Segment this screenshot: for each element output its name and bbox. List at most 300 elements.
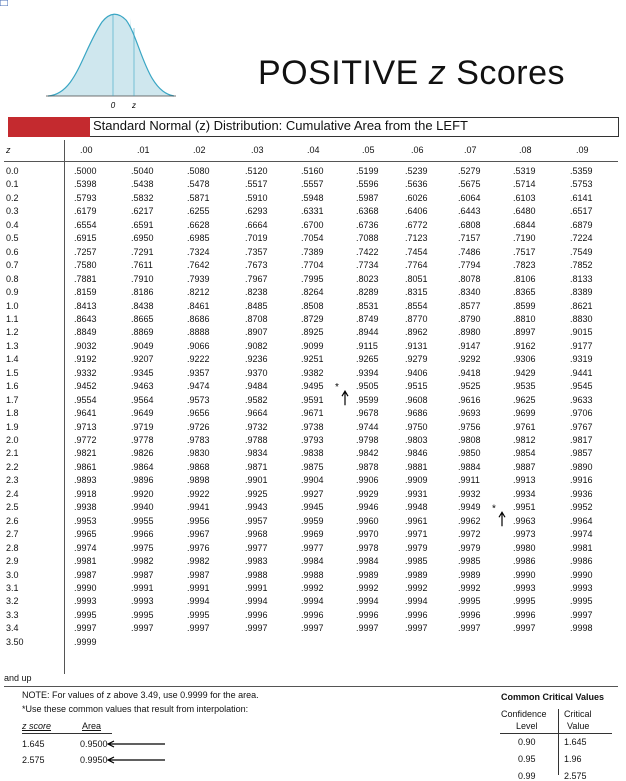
- area-value: .5279: [458, 166, 481, 176]
- area-value: .9015: [570, 327, 593, 338]
- area-value: .9941: [187, 502, 210, 513]
- z-value: 3.2: [6, 596, 19, 607]
- area-value: .9236: [245, 354, 268, 365]
- area-value: .5832: [131, 192, 154, 203]
- area-value: .9997: [301, 623, 324, 634]
- area-value: .5714: [513, 179, 536, 190]
- z-value: 0.1: [6, 179, 19, 190]
- area-value: .8599: [513, 300, 536, 311]
- area-value: .9997: [405, 623, 428, 634]
- area-value: .9983: [245, 556, 268, 567]
- z-value: 0.2: [6, 192, 19, 203]
- area-value: .7291: [131, 246, 154, 257]
- area-value: .9984: [356, 556, 379, 567]
- table-row: [4, 260, 618, 272]
- area-value: .7642: [187, 260, 210, 271]
- area-value: .9988: [245, 569, 268, 580]
- table-row: [4, 462, 618, 474]
- column-header: .05: [362, 145, 375, 155]
- area-value: .9251: [301, 354, 324, 365]
- area-value: .8749: [356, 313, 379, 324]
- area-value: .9974: [74, 542, 97, 553]
- area-value: .5120: [245, 166, 268, 176]
- z-value: 1.4: [6, 354, 19, 365]
- table-row: [4, 583, 618, 595]
- table-row: [4, 368, 618, 380]
- area-value: .9222: [187, 354, 210, 365]
- z-value: 2.3: [6, 475, 19, 486]
- area-value: .9986: [513, 556, 536, 567]
- table-row: [4, 408, 618, 420]
- z-value: 2.0: [6, 435, 19, 445]
- table-bottom-divider: [4, 686, 618, 687]
- area-value: .5080: [187, 166, 210, 176]
- area-value: .6217: [131, 206, 154, 217]
- area-value: .9957: [245, 515, 268, 526]
- z-value: 0.6: [6, 246, 19, 257]
- column-header: .00: [80, 145, 93, 155]
- area-value: .9382: [301, 367, 324, 378]
- area-value: .9406: [405, 367, 428, 378]
- area-value: .9564: [131, 394, 154, 405]
- area-value: .9082: [245, 340, 268, 351]
- area-value: .8365: [513, 287, 536, 298]
- area-value: .6772: [405, 219, 428, 230]
- header-divider: [4, 161, 618, 162]
- area-value: .6406: [405, 206, 428, 217]
- area-value: .9842: [356, 448, 379, 459]
- area-value: .9778: [131, 435, 154, 445]
- area-value: .8770: [405, 313, 428, 324]
- area-value: .9918: [74, 488, 97, 499]
- area-value: .9994: [301, 596, 324, 607]
- area-value: .6736: [356, 219, 379, 230]
- column-header: .01: [137, 145, 150, 155]
- area-value: .9927: [301, 488, 324, 499]
- area-value: .9732: [245, 421, 268, 432]
- area-value: .9616: [458, 394, 481, 405]
- area-value: .9997: [245, 623, 268, 634]
- area-value: .9987: [187, 569, 210, 580]
- area-value: .5948: [301, 192, 324, 203]
- area-value: .9995: [74, 609, 97, 620]
- area-value: .9940: [131, 502, 154, 513]
- area-value: .9985: [405, 556, 428, 567]
- table-row: [4, 556, 618, 568]
- area-value: .8023: [356, 273, 379, 284]
- area-value: .9990: [513, 569, 536, 580]
- z-value: 1.5: [6, 367, 19, 378]
- table-row: [4, 274, 618, 286]
- area-value: .8051: [405, 273, 428, 284]
- area-value: .9999: [74, 636, 97, 647]
- area-value: .6879: [570, 219, 593, 230]
- area-value: .9798: [356, 435, 379, 445]
- area-value: .5517: [245, 179, 268, 190]
- area-value: .9961: [405, 515, 428, 526]
- area-value: .9838: [301, 448, 324, 459]
- area-value: .9719: [131, 421, 154, 432]
- area-value: .8508: [301, 300, 324, 311]
- area-value: .6179: [74, 206, 97, 217]
- area-value: .8461: [187, 300, 210, 311]
- area-value: .6064: [458, 192, 481, 203]
- area-value: .9989: [356, 569, 379, 580]
- area-value: .7794: [458, 260, 481, 271]
- critical-header: Critical: [564, 709, 592, 719]
- area-value: .9625: [513, 394, 536, 405]
- area-value: .9989: [458, 569, 481, 580]
- area-value: .9992: [458, 582, 481, 593]
- table-row: [4, 179, 618, 191]
- area-value: .9265: [356, 354, 379, 365]
- area-value: .9177: [570, 340, 593, 351]
- area-value: .9898: [187, 475, 210, 486]
- area-value: .9332: [74, 367, 97, 378]
- area-value: .9744: [356, 421, 379, 432]
- area-value: .9192: [74, 354, 97, 365]
- table-row-last: [4, 637, 618, 649]
- area-value: .9969: [301, 529, 324, 540]
- area-value: .9977: [245, 542, 268, 553]
- area-value: .8810: [513, 313, 536, 324]
- area-value: .7054: [301, 233, 324, 244]
- table-row: [4, 435, 618, 447]
- area-value: .7580: [74, 260, 97, 271]
- area-value: .9976: [187, 542, 210, 553]
- area-value: .6700: [301, 219, 324, 230]
- column-header: .08: [519, 145, 532, 155]
- area-value: .8925: [301, 327, 324, 338]
- area-value: .9887: [513, 461, 536, 472]
- area-value: .6950: [131, 233, 154, 244]
- area-value: .9997: [356, 623, 379, 634]
- area-value: .7967: [245, 273, 268, 284]
- area-value: .8888: [187, 327, 210, 338]
- critical-values-title: Common Critical Values: [501, 692, 605, 702]
- area-value: .6368: [356, 206, 379, 217]
- area-value: .7157: [458, 233, 481, 244]
- z-value: 0.9: [6, 287, 19, 298]
- area-value: .9994: [245, 596, 268, 607]
- area-value: .9896: [131, 475, 154, 486]
- area-value: .9032: [74, 340, 97, 351]
- page-title: POSITIVE z Scores: [258, 54, 566, 92]
- area-value: .9929: [356, 488, 379, 499]
- area-value: .8389: [570, 287, 593, 298]
- interpolation-header-divider: [22, 733, 112, 734]
- area-value: .7673: [245, 260, 268, 271]
- z-value: 0.7: [6, 260, 19, 271]
- area-value: .9066: [187, 340, 210, 351]
- area-value: .7517: [513, 246, 536, 257]
- z-value: 1.0: [6, 300, 19, 311]
- area-value: .6293: [245, 206, 268, 217]
- area-value: .9686: [405, 408, 428, 419]
- area-value: .8729: [301, 313, 324, 324]
- area-value: .5199: [356, 166, 379, 176]
- table-row: [4, 395, 618, 407]
- area-value: .9996: [301, 609, 324, 620]
- area-value: .9207: [131, 354, 154, 365]
- area-value: .9345: [131, 367, 154, 378]
- asterisk-mark: *: [335, 382, 339, 394]
- area-value: .5675: [458, 179, 481, 190]
- table-row: [4, 610, 618, 622]
- area-value: .9147: [458, 340, 481, 351]
- note-above-349: NOTE: For values of z above 3.49, use 0.9999 for the area.: [22, 690, 259, 700]
- z-value: 3.1: [6, 582, 19, 593]
- area-value: .9370: [245, 367, 268, 378]
- z-value: 1.8: [6, 408, 19, 419]
- area-value: .9099: [301, 340, 324, 351]
- area-value: .9893: [74, 475, 97, 486]
- area-value: .5478: [187, 179, 210, 190]
- area-value: .9678: [356, 408, 379, 419]
- area-value: .7324: [187, 246, 210, 257]
- area-value: .9911: [458, 475, 480, 486]
- area-value: .9306: [513, 354, 536, 365]
- area-value: .8849: [74, 327, 97, 338]
- area-value: .6915: [74, 233, 97, 244]
- table-row: [4, 301, 618, 313]
- area-value: .9949: [458, 502, 481, 513]
- area-value: .9996: [458, 609, 481, 620]
- area-value: .9591: [301, 394, 324, 405]
- area-value: .9878: [356, 461, 379, 472]
- area-value: .9834: [245, 448, 268, 459]
- z-value: 3.50: [6, 636, 24, 647]
- area-value: .9916: [570, 475, 593, 486]
- area-value: .9994: [187, 596, 210, 607]
- area-value: .9656: [187, 408, 210, 419]
- z-value: 2.8: [6, 542, 19, 553]
- area-value: .9996: [356, 609, 379, 620]
- area-value: .9901: [245, 475, 268, 486]
- table-row: [4, 489, 618, 501]
- area-value: .9279: [405, 354, 428, 365]
- area-value: .5636: [405, 179, 428, 190]
- table-row: [4, 287, 618, 299]
- area-value: .8790: [458, 313, 481, 324]
- area-value: .9997: [513, 623, 536, 634]
- table-row: [4, 193, 618, 205]
- column-header: .02: [193, 145, 206, 155]
- area-value: .6141: [570, 192, 593, 203]
- area-value: .9906: [356, 475, 379, 486]
- area-value: .9993: [74, 596, 97, 607]
- area-value: .8438: [131, 300, 154, 311]
- area-value: .9948: [405, 502, 428, 513]
- critical-values-header-line: [500, 733, 612, 734]
- area-value: .9974: [570, 529, 593, 540]
- area-value: .8238: [245, 287, 268, 298]
- area-value: .9960: [356, 515, 379, 526]
- area-value: .8944: [356, 327, 379, 338]
- area-value: .9965: [74, 529, 97, 540]
- area-value: .8531: [356, 300, 379, 311]
- area-value: .9495: [301, 381, 324, 392]
- area-value: .9049: [131, 340, 154, 351]
- area-value: .9808: [458, 435, 481, 445]
- z-value: 1.6: [6, 381, 19, 392]
- area-value: .8554: [405, 300, 428, 311]
- area-value: .9871: [245, 461, 268, 472]
- z-value: 2.5: [6, 502, 19, 513]
- area-value: .9997: [74, 623, 97, 634]
- area-value: .9970: [356, 529, 379, 540]
- area-value: .5596: [356, 179, 379, 190]
- z-value: 2.1: [6, 448, 19, 459]
- area-value: .8264: [301, 287, 324, 298]
- area-value: .9951: [513, 502, 536, 513]
- area-value: .9803: [405, 435, 428, 445]
- area-value: .6331: [301, 206, 324, 217]
- note-interpolation: *Use these common values that result from interpolation:: [22, 704, 249, 714]
- column-header: .07: [464, 145, 477, 155]
- table-row: [4, 314, 618, 326]
- area-value: .9573: [187, 394, 210, 405]
- area-value: .9505: [356, 381, 379, 392]
- critical-header: Confidence: [501, 709, 547, 719]
- area-value: .9990: [570, 569, 593, 580]
- area-value: .9868: [187, 461, 210, 472]
- area-value: .9997: [187, 623, 210, 634]
- area-value: .9861: [74, 461, 97, 472]
- area-value: .9971: [405, 529, 428, 540]
- interp-area: 0.9500: [80, 739, 108, 749]
- area-value: .9582: [245, 394, 268, 405]
- area-value: .9984: [301, 556, 324, 567]
- z-value: 1.3: [6, 340, 19, 351]
- area-value: .7611: [131, 260, 153, 271]
- area-value: .9998: [570, 623, 593, 634]
- table-title: Standard Normal (z) Distribution: Cumulative Area from the LEFT: [93, 118, 468, 133]
- area-value: .5557: [301, 179, 324, 190]
- area-value: .9987: [74, 569, 97, 580]
- area-value: .9979: [458, 542, 481, 553]
- area-value: .9641: [74, 408, 97, 419]
- area-value: .9994: [356, 596, 379, 607]
- critical-values-divider: [558, 709, 559, 775]
- z-value: 0.3: [6, 206, 19, 217]
- area-value: .9726: [187, 421, 210, 432]
- area-value: .9997: [570, 609, 593, 620]
- area-value: .9945: [301, 502, 324, 513]
- area-value: .6844: [513, 219, 536, 230]
- area-value: .9966: [131, 529, 154, 540]
- area-value: .9990: [74, 582, 97, 593]
- z-value: 0.0: [6, 166, 19, 176]
- area-value: .9884: [458, 461, 481, 472]
- area-value: .8413: [74, 300, 97, 311]
- area-value: .9767: [570, 421, 593, 432]
- area-value: .5040: [131, 166, 154, 176]
- table-row: [4, 475, 618, 487]
- area-value: .9854: [513, 448, 536, 459]
- area-value: .8643: [74, 313, 97, 324]
- area-value: .7422: [356, 246, 379, 257]
- area-value: .9996: [405, 609, 428, 620]
- area-value: .9131: [405, 340, 428, 351]
- z-value: 1.2: [6, 327, 19, 338]
- area-value: .5910: [245, 192, 268, 203]
- area-value: .9985: [458, 556, 481, 567]
- area-value: .9982: [187, 556, 210, 567]
- area-value: .9864: [131, 461, 154, 472]
- area-value: .8708: [245, 313, 268, 324]
- area-value: .9319: [570, 354, 593, 365]
- area-value: .9993: [513, 582, 536, 593]
- z-value: 2.2: [6, 461, 19, 472]
- area-value: .9913: [513, 475, 536, 486]
- column-header-z: z: [6, 145, 11, 155]
- area-value: .9909: [405, 475, 428, 486]
- area-value: .9991: [245, 582, 268, 593]
- table-row: [4, 341, 618, 353]
- area-value: .9952: [570, 502, 593, 513]
- table-row: [4, 502, 618, 514]
- z-value: 0.8: [6, 273, 19, 284]
- area-value: .8106: [513, 273, 536, 284]
- area-value: .7910: [131, 273, 154, 284]
- area-value: .9959: [301, 515, 324, 526]
- table-row: [4, 166, 618, 178]
- area-value: .7995: [301, 273, 324, 284]
- area-value: .9994: [405, 596, 428, 607]
- area-value: .9978: [356, 542, 379, 553]
- area-value: .6808: [458, 219, 481, 230]
- left-arrow-icon: [108, 741, 165, 747]
- area-value: .9890: [570, 461, 593, 472]
- area-value: .9793: [301, 435, 324, 445]
- area-value: .7123: [405, 233, 428, 244]
- area-value: .5753: [570, 179, 593, 190]
- area-value: .9812: [513, 435, 536, 445]
- area-value: .9986: [570, 556, 593, 567]
- area-value: .9649: [131, 408, 154, 419]
- area-value: .9981: [74, 556, 97, 567]
- column-header: .06: [411, 145, 424, 155]
- area-value: .9599: [356, 394, 379, 405]
- area-value: .5793: [74, 192, 97, 203]
- table-row: [4, 623, 618, 635]
- z-value: 1.9: [6, 421, 19, 432]
- table-row: [4, 247, 618, 259]
- z-value: 3.3: [6, 609, 19, 620]
- area-value: .9996: [245, 609, 268, 620]
- z-value: 0.5: [6, 233, 19, 244]
- area-value: .8997: [513, 327, 536, 338]
- area-value: .8830: [570, 313, 593, 324]
- area-value: .9997: [458, 623, 481, 634]
- confidence-level: 0.95: [518, 754, 536, 764]
- area-value: .9995: [458, 596, 481, 607]
- area-value: .9975: [131, 542, 154, 553]
- z-value: 2.7: [6, 529, 19, 540]
- area-value: .7019: [245, 233, 268, 244]
- interp-area: 0.9950: [80, 755, 108, 765]
- area-value: .8962: [405, 327, 428, 338]
- area-value: .9931: [405, 488, 428, 499]
- table-row: [4, 354, 618, 366]
- area-value: .9821: [74, 448, 97, 459]
- table-row: [4, 220, 618, 232]
- area-value: .9981: [570, 542, 593, 553]
- area-value: .5359: [570, 166, 593, 176]
- area-value: .7939: [187, 273, 210, 284]
- area-value: .9943: [245, 502, 268, 513]
